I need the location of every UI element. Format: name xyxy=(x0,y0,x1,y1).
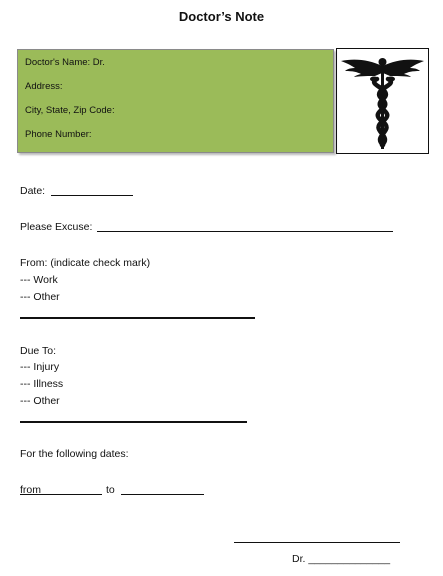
due-option-other: --- Other xyxy=(20,395,60,407)
due-other-field[interactable] xyxy=(20,421,247,423)
to-date-label: to xyxy=(106,484,115,496)
excuse-label: Please Excuse: xyxy=(20,221,93,233)
to-date-field[interactable] xyxy=(121,494,204,495)
excuse-name-field[interactable] xyxy=(97,231,393,232)
due-option-injury: --- Injury xyxy=(20,361,60,373)
date-label: Date: xyxy=(20,185,46,197)
logo-box xyxy=(336,48,429,154)
signature-label: Dr. ______________ xyxy=(292,553,391,565)
page-title: Doctor’s Note xyxy=(178,9,265,24)
due-to-label: Due To: xyxy=(20,345,56,357)
from-date-field[interactable] xyxy=(20,494,102,495)
signature-line[interactable] xyxy=(234,542,400,543)
from-other-field[interactable] xyxy=(20,317,255,319)
city-state-zip-label: City, State, Zip Code: xyxy=(25,105,115,116)
address-label: Address: xyxy=(25,81,63,92)
phone-number-label: Phone Number: xyxy=(25,129,92,140)
from-label: From: (indicate check mark) xyxy=(20,257,151,269)
following-dates-label: For the following dates: xyxy=(20,448,129,460)
due-option-illness: --- Illness xyxy=(20,378,64,390)
doctor-info-box xyxy=(17,49,334,153)
from-option-work: --- Work xyxy=(20,274,58,286)
from-option-other: --- Other xyxy=(20,291,60,303)
date-field[interactable] xyxy=(51,195,133,196)
doctor-name-label: Doctor's Name: Dr. xyxy=(25,57,105,68)
from-date-label: from xyxy=(20,484,41,496)
caduceus-icon xyxy=(337,49,428,153)
